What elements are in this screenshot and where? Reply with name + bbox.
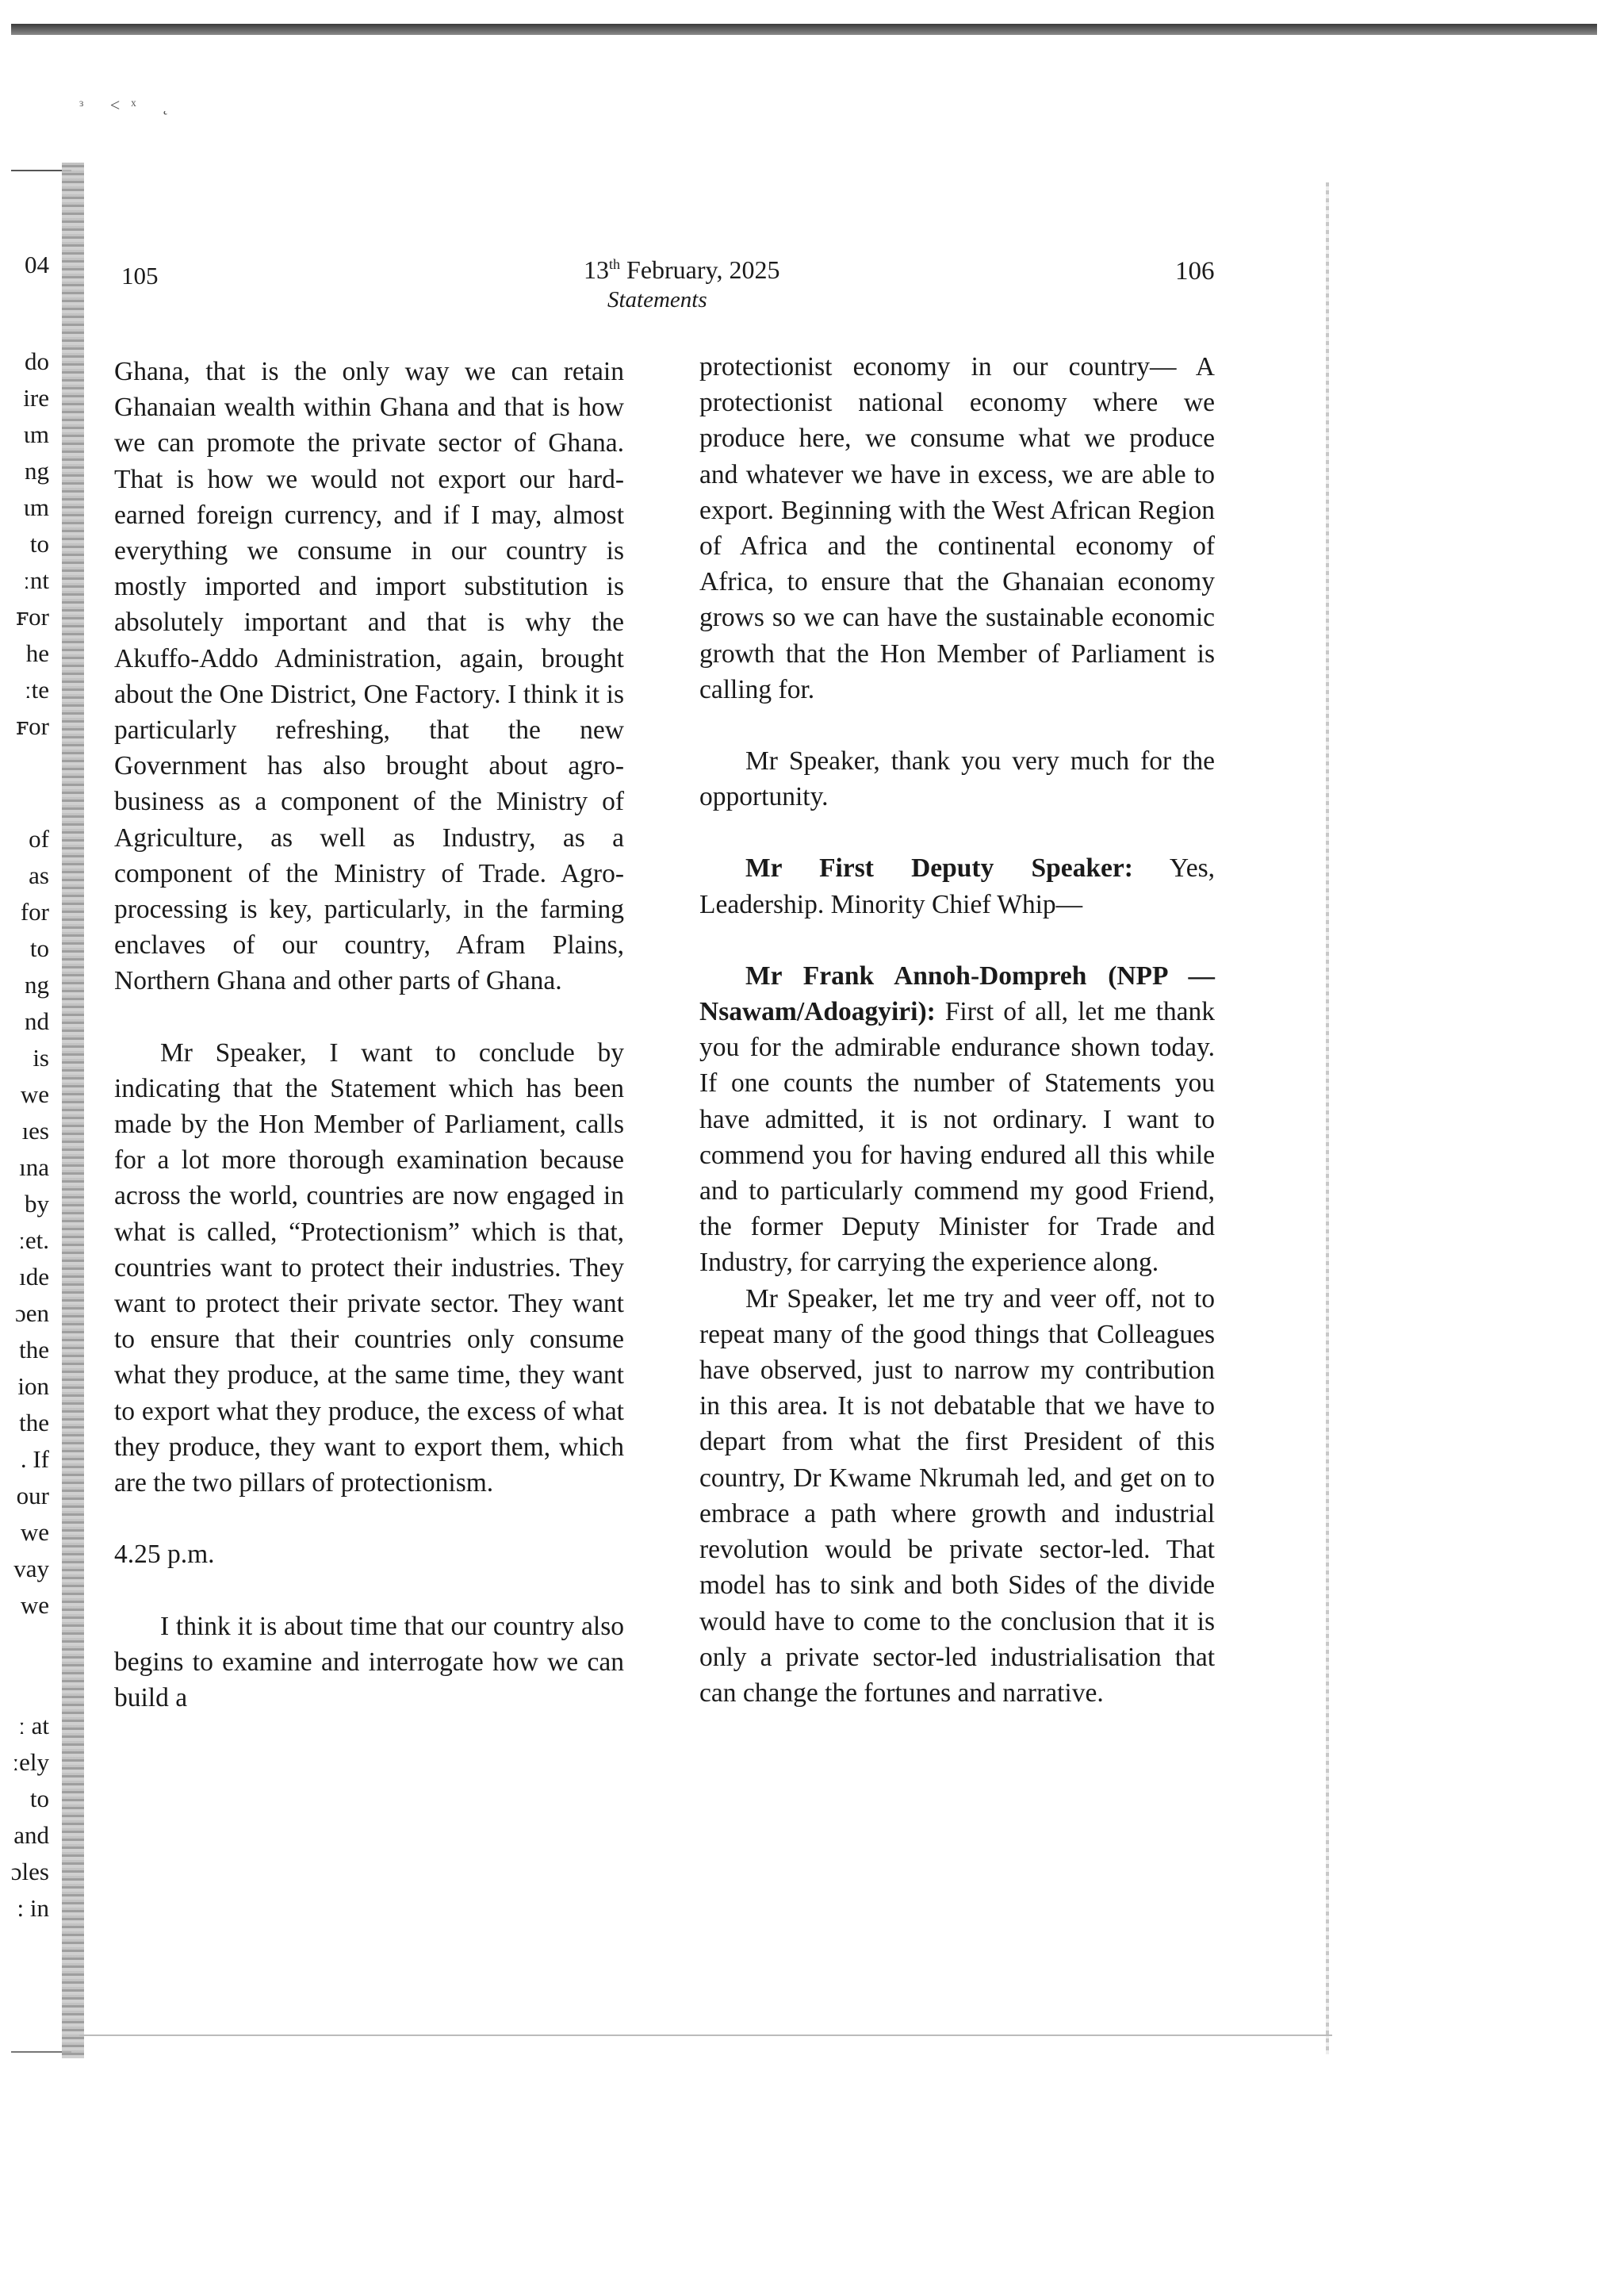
previous-page-fragment: ɩm — [23, 420, 49, 448]
previous-page-fragment: for — [20, 898, 49, 926]
date-day: 13 — [584, 255, 609, 284]
previous-page-fragment: the — [19, 1409, 49, 1436]
previous-page-fragment: ːely — [12, 1748, 49, 1776]
right-page-edge — [1326, 182, 1329, 2054]
section-title: Statements — [607, 287, 707, 313]
previous-page-fragment: the — [19, 1336, 49, 1363]
previous-page-fragment: we — [20, 1518, 49, 1546]
paragraph: Mr Speaker, I want to conclude by indicating that the Statement which has been made by the Hon Member of Parliament, calls for a lot more thorough examination because across the world, countries are now engaged in what is called, “Protectionism” which is that, countries want to protect their industries. They want to protect their private sector. They want to ensure that their countries only consume what they produce, at the same time, they want to export what they produce, the excess of what they produce, they want to export them, which are the two pillars of protectionism. — [114, 1037, 624, 1498]
previous-page-fragment: to — [29, 530, 49, 558]
previous-page-fragment: ion — [17, 1372, 49, 1400]
previous-page-fragment: to — [29, 934, 49, 962]
previous-page-fragment: as — [29, 861, 49, 889]
scan-top-shadow — [11, 24, 1597, 35]
left-column — [114, 354, 624, 1716]
speaker-text: Yes, Leadership. Minority Chief Whip— — [699, 853, 1215, 919]
previous-page-fragment: ːte — [25, 676, 49, 704]
date-suffix: th — [609, 256, 621, 272]
previous-page-fragment: ire — [23, 384, 49, 412]
right-column — [699, 349, 1215, 1711]
previous-page-fragment: ɔles — [10, 1858, 49, 1885]
paragraph: protectionist economy in our country— A protectionist national economy where we produce here, we consume what we produce and whatever we have in excess, we are able to export. Beginning with the West African Region of Africa and the continental economy of Africa, to ensure that the Ghanaian economy grows so we can have the sustainable economic growth that the Hon Member of Parliament is calling for. — [699, 352, 1215, 704]
page-number-right: 106 — [1175, 257, 1215, 286]
speaker-name: Mr First Deputy Speaker: — [745, 853, 1133, 884]
binding-shadow — [62, 163, 84, 2058]
speaker-paragraph — [699, 850, 1215, 922]
previous-page-fragment: do — [25, 347, 49, 375]
previous-page-fragment: ꜰor — [16, 603, 49, 631]
previous-page-fragment: of — [29, 825, 49, 853]
speaker-text: First of all, let me thank you for the admirable endurance shown today. If one counts the number of Statements you have admitted, it is not ordinary. I want to commend you for having endured all this while and to particularly commend my good Friend, the former Deputy Minister for Trade and Industry, for carrying the experience along. — [699, 997, 1215, 1278]
previous-page-fragment: our — [16, 1482, 49, 1509]
previous-page-fragment: we — [20, 1591, 49, 1619]
previous-page-fragment: ıes — [21, 1117, 49, 1145]
previous-page-fragment: ɩm — [23, 493, 49, 521]
page-number-left: 105 — [121, 262, 159, 290]
paragraph: Mr Speaker, thank you very much for the opportunity. — [699, 746, 1215, 812]
previous-page-fragment: he — [25, 639, 49, 667]
previous-page-fragments — [0, 0, 49, 2278]
previous-page-fragment: ına — [19, 1153, 49, 1181]
previous-page-fragment: : in — [17, 1894, 49, 1922]
previous-page-fragment: ɔen — [14, 1299, 49, 1327]
header-date — [584, 255, 779, 285]
previous-page-fragment: to — [29, 1785, 49, 1812]
scan-marks: ᶟ ˂ˣ ˛ — [79, 95, 180, 115]
previous-page-fragment: ːet. — [18, 1226, 49, 1254]
paragraph: Mr Speaker, let me try and veer off, not to repeat many of the good things that Colleagues have observed, just to narrow my contribution in this area. It is not debatable that we have to depart from what the first President of this country, Dr Kwame Nkrumah led, and get on to embrace a path where growth and industrial revolution would be private sector-led. That model has to sink and both Sides of the divide would have to come to the conclusion that it is only a private sector-led industrialisation that can change the fortunes and narrative. — [699, 1283, 1215, 1708]
date-rest: February, 2025 — [626, 255, 780, 284]
previous-page-fragment: ː at — [18, 1712, 49, 1739]
previous-page-fragment: . If — [20, 1445, 49, 1473]
previous-page-fragment: ꜰor — [16, 712, 49, 740]
bottom-page-edge — [79, 2034, 1332, 2036]
previous-page-fragment: vay — [13, 1555, 49, 1582]
previous-page-fragment: we — [20, 1080, 49, 1108]
previous-page-fragment: is — [33, 1044, 49, 1072]
previous-page-fragment: ng — [25, 971, 49, 999]
speaker-paragraph — [699, 958, 1215, 1281]
previous-page-fragment: 04 — [25, 251, 49, 278]
previous-page-fragment: and — [13, 1821, 49, 1849]
previous-page-fragment: ːnt — [23, 566, 49, 594]
previous-page-fragment: ıde — [19, 1263, 49, 1290]
paragraph: Ghana, that is the only way we can retain Ghanaian wealth within Ghana and that is how we can promote the private sector of Ghana. That is how we would not export our hard-earned foreign currency, and if I may, almost everything we consume in our country is mostly imported and import substitution is absolutely important and that is why the Akuffo-Addo Administration, again, brought about the One District, One Factory. I think it is particularly refreshing, that the new Government has also brought about agro-business as a component of the Ministry of Agriculture, as well as Industry, as a component of the Ministry of Trade. Agro-processing is key, particularly, in the farming enclaves of our country, Afram Plains, Northern Ghana and other parts of Ghana. — [114, 357, 624, 996]
previous-page-fragment: ng — [25, 457, 49, 485]
timestamp: 4.25 p.m. — [114, 1540, 215, 1570]
paragraph: I think it is about time that our country also begins to examine and interrogate how we can build a — [114, 1611, 624, 1712]
speaker-name: Mr Frank Annoh-Dompreh (NPP — Nsawam/Adoagyiri): — [699, 961, 1215, 1027]
previous-page-fragment: by — [25, 1190, 49, 1218]
previous-page-fragment: nd — [25, 1007, 49, 1035]
